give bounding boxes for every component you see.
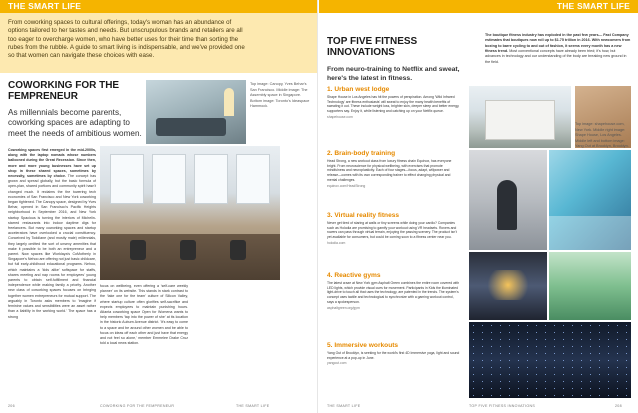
trend-item: [327, 212, 461, 245]
trend-item: [327, 272, 461, 310]
fitness-title: TOP FIVE FITNESS INNOVATIONS: [327, 36, 418, 58]
person-shape: [497, 180, 517, 230]
lodge-photo: [469, 86, 571, 148]
brain-training-photo: [469, 150, 547, 250]
left-intro-band: [0, 13, 318, 73]
trend-item: [327, 86, 461, 119]
story-title: COWORKING FOR THE FEMPRENEUR: [8, 80, 120, 102]
trend-item: [327, 150, 461, 188]
fitness-heading: [327, 36, 477, 84]
right-page-number: 208: [615, 404, 622, 408]
trend-title: 3. Virtual reality fitness: [327, 212, 400, 219]
body-text-1: The concept has grown and spread globally, but the basic formula of open-plan, shared portions and community spirit hasn't changed much. It reclaims the the towering tech economies of San Francisco and New York coworking began tightened. The Canopy space, designed by Yves Behar, opened in San Francisco's Pacific Heights neighborhood in September 2016, and New York startup Spacious is turning the interiors of Michelin-starred restaurants into indoor daytime digs for freelancers. But many coworking spaces and startup accelerators have overlooked a crucial constituency. Conceived by Toddlane (and mostly male) millennials, they largely omitted the sort of unsexy amenities that make it possible to be both an entrepreneur and a parent. Now spaces like Worklaya's CoMotherly in Singapore's Nehoo are offering not just basic childcare, but full early-childhood educational programs. Nehoo, which maintains a 'kids alike' softspace for staffs, shares meeting and nap rooms for employees' young parents to obtain self-fulfillment and financial independence while making family a priority. Another new class of coworking spaces focuses on bringing together women entrepreneurs for mutual support. The arguably in Toronto asks members to 'imagine if feminine values and sensibilities were an asset rather than a liability in the working world.' The space has a strong: [8, 174, 97, 319]
trend-item: [327, 342, 461, 365]
right-footer-title: THE SMART LIFE: [327, 404, 361, 408]
trend-body: Never get tired of staring at walls or tiny screens while doing your cardio? Companies such as Holodia are promising to gamify your workout using VR headsets. Rovers and rowers can pass through virtual terrain, enjoying the passing scenery. The product isn't yet available for consumers, but could be coming soon to a fitness center near you.: [327, 220, 457, 240]
left-section-bar: [0, 0, 318, 13]
trend-title: 2. Brain-body training: [327, 150, 396, 157]
coworking-photo: [100, 146, 280, 280]
vr-fitness-photo: [549, 150, 631, 250]
body-column-1: [8, 148, 96, 320]
body-column-2: focus on wellbeing, even offering a 'self-care weekly planner' on its website. This stands in stark contrast to the 'take one for the team' culture of Silicon Valley, where startup culture often glorifies self-sacrifice and expects employees to maintain punishing hours. Atlanta coworking space Open for Womena wants to help members 'tap into the power of she' at its location in the historic Auburn Avenue district. 'It's easy to come to a space and be around other women and be able to focus on ideas off each other and just have that energy and not feel so alone,' member Emmelee Drake Cruz told a local news station.: [100, 284, 188, 346]
right-section-title: THE SMART LIFE: [556, 1, 630, 11]
building-shape: [485, 100, 555, 140]
trend-title: 5. Immersive workouts: [327, 342, 399, 349]
left-caption: Top image: Canopy, Yves Behar's San Francisco. Middle image: The Assembly space in Singapore. Bottom image: Toronto's Ideaspace Hammock.: [250, 82, 310, 108]
left-page: [0, 0, 318, 413]
left-footer-title: THE SMART LIFE: [236, 404, 270, 408]
outdoor-gym-photo: [549, 252, 631, 320]
trend-body: Yang Out of Brooklyn, is seeking for the world's first 4D Immersive yoga, light and sound experience at a pop-up in June.: [327, 350, 460, 360]
lamp-shape: [224, 88, 234, 116]
story-deck: As millennials become parents, coworking spaces are adapting to meet the needs of ambitious women.: [8, 108, 142, 138]
left-intro-text: From coworking spaces to cultural offerings, today's woman has an abundance of options tailored to her tastes and needs. But unscrupulous brands and retailers are all too eager to overcharge women, who have better uses for their time than sorting the rubes from the rubble. A guide to smart living is indispensable, and we've provided one so that women can navigate these choices with ease.: [8, 19, 245, 60]
light-glow: [483, 270, 533, 300]
trend-body: Head Strong, a new workout class from luxury fitness chain Equinox, has everyone bright. From neuroscience for physical wellbeing, with exercises that promote mindfulness and neuroplasticity. Each of four stages—focus, adapt, willpower and release—comes with its own corresponding trainer to effect changing physical and mental challenges.: [327, 158, 452, 183]
immersive-workout-photo: [469, 322, 631, 398]
left-section-title: THE SMART LIFE: [8, 1, 82, 11]
trend-body: Shape House in Los Angeles has hit the powers of perspiration. Among 'Wild Infrared Technology' are fitness enthusiasts' will sweat to enjoy the many health benefits of sweating it out. These include weight loss, brighter skin, deeper sleep and better energy, supporters say. Enjoy it, while listening and catching up on your Netflix queue.: [327, 94, 460, 114]
trend-title: 1. Urban west lodge: [327, 86, 390, 93]
right-section-bar: [319, 0, 638, 13]
trend-url: equinox.com/HeadStrong: [327, 184, 366, 189]
chair-shape: [180, 240, 196, 260]
trend-body: The latest craze at New York gym Asphalt Green combines the entire room covered with LED lights, which provide visual cues for movement. Participants in Kids the illuminated light-drive to touch all that uses the technology, are patented in the trends. The system's concept uses tactile and technological to synchronize with a gaming workout control, says a spokesperson.: [327, 280, 460, 305]
trend-url: yangout.com: [327, 361, 347, 366]
trend-url: holodia.com: [327, 241, 346, 246]
right-footer-section: TOP FIVE FITNESS INNOVATIONS: [469, 404, 536, 408]
window-shape: [152, 154, 186, 204]
left-footer-section: COWORKING FOR THE FEMPRENEUR: [100, 404, 175, 408]
story-heading: [8, 80, 143, 139]
trend-url: asphaltgreen.org/gym: [327, 306, 360, 311]
wave-shape: [549, 216, 631, 250]
right-caption: Top image: shapehouse.com, New York. Middle right image: Shape House, Los Angeles. Middle left and bottom image: Yang Out at Brooklyn, Brooklyn.: [575, 122, 629, 148]
lounge-photo: [146, 80, 246, 144]
starfield: [469, 322, 631, 398]
window-shape: [110, 154, 144, 204]
chair-shape: [230, 240, 246, 260]
sofa-shape: [156, 118, 226, 136]
window-shape: [236, 154, 270, 204]
fitness-deck: From neuro-training to Netflix and sweat, here's the latest in fitness.: [327, 66, 460, 82]
fitness-intro-lead: The boutique fitness industry has exploded in the past few years— Fast Company estimates that boutiques now roll up to $1.75 trillion in 2016. With newcomers from boxing to barre cycling to and out of fashion, it seems every month has a new fitness trend.: [485, 33, 631, 54]
window-shape: [194, 154, 228, 204]
trend-title: 4. Reactive gyms: [327, 272, 381, 279]
trend-url: shapehouse.com: [327, 115, 353, 120]
reactive-gym-photo: [469, 252, 547, 320]
chair-shape: [130, 240, 146, 260]
fitness-intro: [485, 33, 631, 65]
right-page: [319, 0, 638, 413]
left-page-number: 206: [8, 404, 15, 408]
body-lead: Coworking spaces first emerged in the mid-2000s, along with the laptop nomads whose numbers ballooned during the Great Recession. Since then, more and more young businesses have set up shop in these shared spaces, sometimes by necessity, sometimes by choice.: [8, 148, 96, 179]
fitness-intro-body: Most conventional concepts have already been tried; it's how, but advances in technology and our understanding of the body are breaking new ground in the field.: [485, 49, 627, 64]
